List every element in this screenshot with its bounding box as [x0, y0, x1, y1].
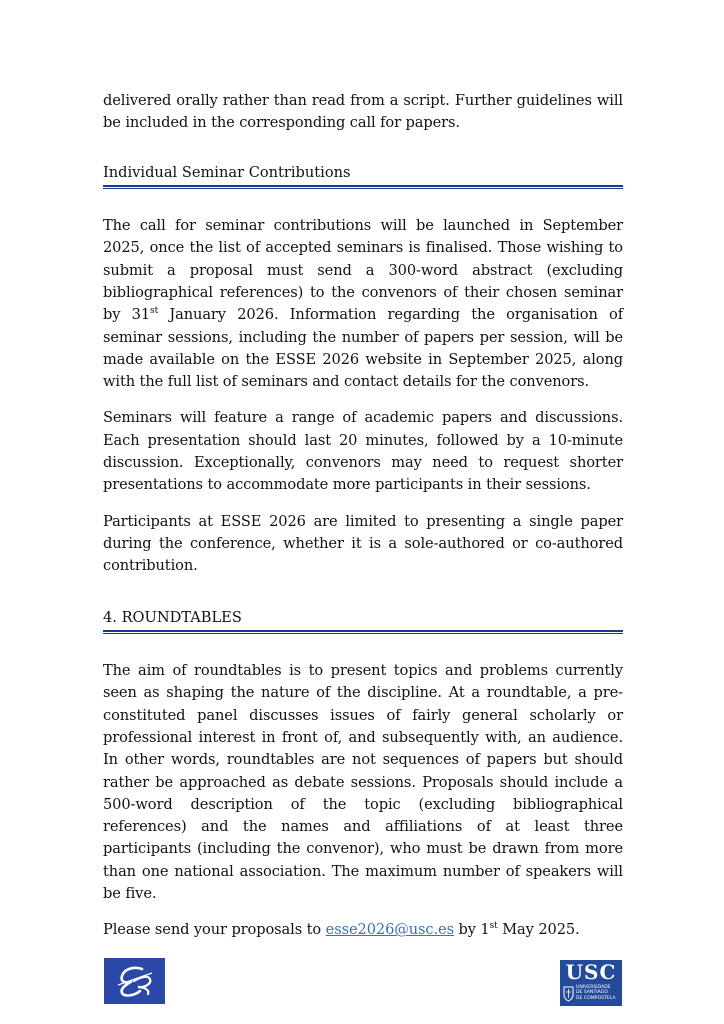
seminars-p1-text-a: The call for seminar contributions will be launched in September 2025, once the list of accepted seminars is finalised. Those wishing to submit a proposal must send a 300-word abstract (excluding bibliographical references) to the convenors of their chosen seminar by 31	[103, 217, 623, 324]
ordinal-suffix: st	[150, 306, 159, 317]
seminars-paragraph-2: Seminars will feature a range of academic papers and discussions. Each presentation should last 20 minutes, followed by a 10-minute discussion. Exceptionally, convenors may need to request shorter presentations to accommodate more participants in their sessions.	[103, 409, 623, 494]
usc-subtitle	[576, 985, 620, 1001]
seminars-heading: Individual Seminar Contributions	[103, 163, 351, 181]
seminars-paragraph-1	[103, 215, 623, 393]
usc-logo-box	[560, 960, 622, 1006]
email-link[interactable]: esse2026@usc.es	[325, 921, 454, 939]
heading-rule-thin	[103, 188, 623, 189]
send-text-b: by 1	[453, 921, 490, 939]
seminars-paragraph-3: Participants at ESSE 2026 are limited to presenting a single paper during the conference, whether it is a sole-authored or co-authored contribution.	[103, 512, 623, 575]
usc-line-1: UNIVERSIDADE	[576, 985, 611, 990]
send-text-c: May 2025.	[497, 921, 580, 939]
usc-line-3: DE COMPOSTELA	[576, 995, 616, 1001]
seminars-heading-block	[103, 163, 623, 190]
document-body	[103, 90, 623, 942]
heading-rule-thick	[103, 185, 623, 187]
esse-logo	[104, 958, 165, 1004]
send-text-a: Please send your proposals to	[103, 921, 326, 939]
roundtables-paragraph-2	[103, 919, 623, 941]
roundtables-heading: 4. ROUNDTABLES	[103, 608, 242, 626]
roundtables-heading-block	[103, 608, 623, 635]
heading-rule-thick	[103, 630, 623, 632]
roundtables-paragraph-1: The aim of roundtables is to present topics and problems currently seen as shaping the nature of the discipline. At a roundtable, a pre-constituted panel discusses issues of fairly general scholarly or professional interest in front of, and subsequently with, an audience. In other words, roundtables are not sequences of papers but should rather be approached as debate sessions. Proposals should include a 500-word description of the topic (excluding bibliographical references) and the names and affiliations of at least three participants (including the convenor), who must be drawn from more than one national association. The maximum number of speakers will be five.	[103, 662, 623, 903]
usc-letters: USC	[565, 960, 617, 984]
ordinal-suffix: st	[489, 921, 498, 932]
usc-line-2: DE SANTIAGO	[576, 990, 608, 996]
esse-monogram-icon	[112, 963, 158, 999]
usc-logo	[560, 960, 622, 1006]
heading-rule-thin	[103, 633, 623, 634]
intro-paragraph: delivered orally rather than read from a script. Further guidelines will be included in the corresponding call for papers.	[103, 92, 623, 132]
seminars-p1-text-b: January 2026. Information regarding the organisation of seminar sessions, including the number of papers per session, will be made available on the ESSE 2026 website in September 2025, along with the full list of seminars and contact details for the convenors.	[103, 306, 624, 391]
crest-icon	[563, 986, 574, 1002]
